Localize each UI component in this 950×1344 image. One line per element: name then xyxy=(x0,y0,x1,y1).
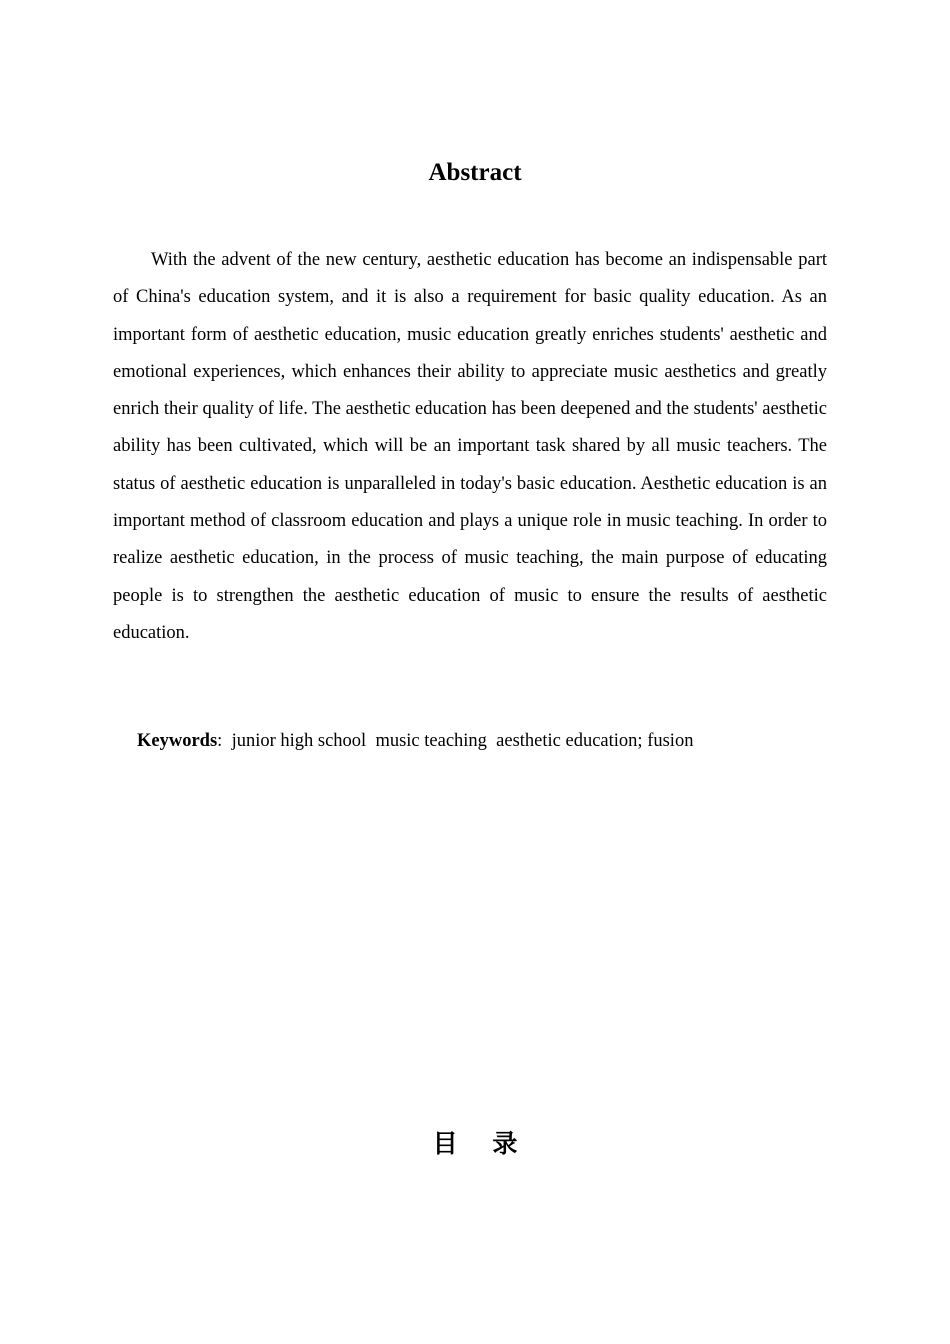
keywords-line xyxy=(137,726,837,756)
abstract-title: Abstract xyxy=(428,159,522,186)
keywords-label: Keywords xyxy=(137,731,218,751)
keywords-separator: : xyxy=(217,731,232,751)
table-of-contents-heading: 目 录 xyxy=(432,1129,518,1158)
keywords-value: junior high school music teaching aesthetic education; fusion xyxy=(231,731,694,751)
abstract-body: With the advent of the new century, aesthetic education has become an indispensable part of China's education system, and it is also a requirement for basic quality education. As an important form of aesthetic education, music education greatly enriches students' aesthetic and emotional experiences, which enhances their ability to appreciate music aesthetics and greatly enrich their quality of life. The aesthetic education has been deepened and the students' aesthetic ability has been cultivated, which will be an important task shared by all music teachers. The status of aesthetic education is unparalleled in today's basic education. Aesthetic education is an important method of classroom education and plays a unique role in music teaching. In order to realize aesthetic education, in the process of music teaching, the main purpose of educating people is to strengthen the aesthetic education of music to ensure the results of aesthetic education. xyxy=(113,250,827,643)
